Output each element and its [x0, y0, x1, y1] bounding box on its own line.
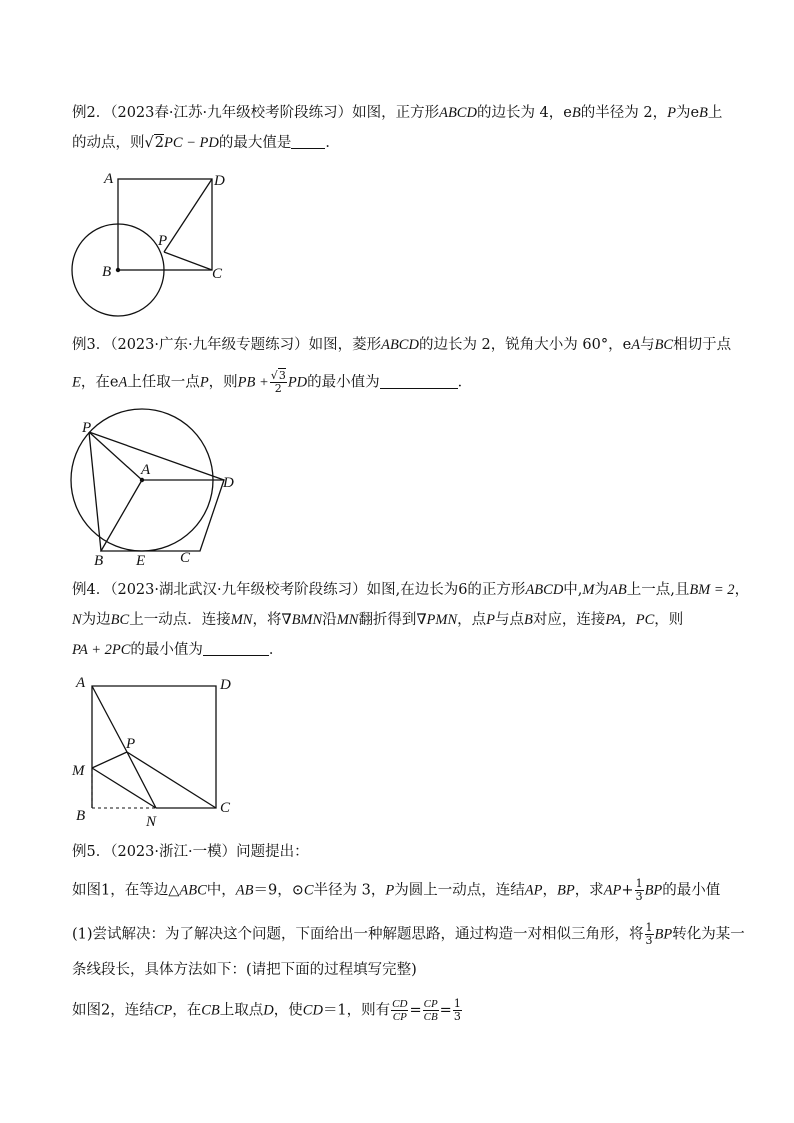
ex4-label-c: C: [220, 800, 231, 816]
ex3-text: ．: [457, 374, 473, 391]
ex2-text: 上: [707, 105, 723, 121]
ex3-label-a: A: [141, 462, 151, 478]
ex4-text: 上一动点．连接: [129, 612, 231, 628]
ex5-text: 为圆上一动点，连结: [394, 882, 525, 899]
ex5-segment-ap: AP: [603, 882, 622, 899]
answer-blank[interactable]: [291, 134, 325, 149]
ex3-segment-pa: [89, 432, 142, 480]
ex4-segment-pc: [127, 752, 216, 808]
ex4-segments: PA，PC: [605, 612, 655, 628]
ex5-point-p: P: [385, 882, 395, 899]
ex5-line4: 条线段长，具体方法如下：(请把下面的过程填写完整): [72, 962, 417, 978]
ex4-text: 与点: [495, 612, 525, 628]
ex2-text: 的最大值是: [218, 135, 292, 151]
fraction-denominator: 3: [453, 1010, 461, 1023]
ex3-rhombus: [101, 480, 224, 551]
ex4-text: ，则: [654, 612, 684, 628]
ex2-point-b: B: [699, 105, 708, 121]
ex2-segment-pc: [164, 252, 212, 270]
ex4-label-p: P: [126, 736, 136, 752]
ex4-point-b: B: [524, 612, 533, 628]
ex2-segment-pd: [164, 179, 212, 252]
ex2-text: ．: [325, 135, 340, 151]
ex4-segment-mn: [92, 768, 156, 808]
ex4-figure: [64, 670, 254, 830]
ex4-text: 沿: [322, 612, 337, 628]
ex2-text: 的半径为 2，: [580, 105, 668, 121]
ex5-text: 的最小值: [662, 882, 721, 899]
ex5-segment-cd: CD: [302, 1002, 323, 1019]
ex2-square-name: ABCD: [439, 105, 477, 121]
ex5-text: ，: [542, 882, 557, 899]
ex4-text: ，: [734, 582, 750, 598]
ex4-segment-mp: [92, 752, 127, 768]
fraction-denominator: 3: [635, 890, 643, 903]
ex5-segment-bp: BP: [644, 882, 663, 899]
ex3-label-c: C: [180, 550, 191, 566]
ex2-line2: [72, 133, 340, 153]
ex5-text: 转化为某一: [672, 926, 745, 943]
ex5-point-c: C: [303, 882, 314, 899]
ex4-label-a: A: [76, 675, 86, 691]
fraction-denominator: CP: [392, 1011, 407, 1023]
ex3-expression: PD: [287, 374, 308, 391]
fraction-denominator: CB: [423, 1011, 438, 1023]
ex2-label-d: D: [214, 173, 225, 189]
ex4-label-n: N: [146, 814, 157, 830]
ex4-square: [92, 686, 216, 808]
ex5-line3: [72, 922, 745, 947]
ex3-text: 的最小值为: [307, 374, 380, 391]
ex3-text: 与: [640, 337, 655, 353]
ex2-label-b: B: [102, 264, 112, 280]
ex4-point-n: N: [72, 612, 82, 628]
ex3-text: 例3．（2023·广东·九年级专题练习）如图，菱形: [72, 337, 382, 353]
ex4-triangle-pmn: ∇PMN: [416, 612, 458, 628]
ex4-text: 为边: [81, 612, 111, 628]
ex4-text: ，点: [457, 612, 487, 628]
ex4-triangle-bmn: ∇BMN: [281, 612, 323, 628]
ex3-expression: PB +: [237, 374, 269, 391]
ex4-text: 中,: [563, 582, 583, 598]
ex5-line2: [72, 878, 720, 903]
ex5-text: 中，: [206, 882, 236, 899]
ex5-text: ，使: [273, 1002, 303, 1019]
ex4-text: 对应，连接: [532, 612, 606, 628]
ex4-text: 例4．（2023·湖北武汉·九年级校考阶段练习）如图,在边长为6的正方形: [72, 582, 526, 598]
ex5-segment-cp: CP: [153, 1002, 173, 1019]
ex2-square: [118, 179, 212, 270]
ex5-text: ，求: [574, 882, 604, 899]
ex4-label-b: B: [76, 808, 86, 824]
ex5-text: 半径为 3，: [313, 882, 386, 899]
ex2-label-c: C: [212, 266, 223, 282]
ex3-rhombus-name: ABCD: [381, 337, 419, 353]
circle-symbol: e: [690, 105, 700, 121]
fraction-denominator: 3: [645, 934, 653, 947]
ex3-line1: [72, 335, 731, 355]
ex5-segment-ap: AP: [524, 882, 543, 899]
ex5-text: ，在: [172, 1002, 202, 1019]
ex3-text: ，则: [208, 374, 238, 391]
ex5-point-d: D: [263, 1002, 274, 1019]
fraction-numerator: 1: [453, 997, 461, 1010]
ex4-square-name: ABCD: [525, 582, 564, 598]
ex3-text: 的边长为 2，锐角大小为 60°，: [418, 337, 623, 353]
ex2-line1: [72, 103, 722, 123]
ex2-point-b: B: [571, 105, 581, 121]
ex4-text: 为: [594, 582, 609, 598]
ex2-text: 的动点，则: [72, 135, 145, 151]
ex4-text: 上一点,且: [626, 582, 690, 598]
fraction-numerator: √3: [270, 369, 286, 382]
ex3-label-d: D: [223, 475, 234, 491]
answer-blank[interactable]: [203, 641, 269, 656]
ex5-segment-ab: AB: [235, 882, 254, 899]
sqrt-radicand: 2: [154, 135, 164, 151]
ex4-line2: [72, 610, 683, 630]
ex5-ratio-1: [391, 998, 408, 1023]
ex4-segment-mn: MN: [336, 612, 359, 628]
ex5-ratio-2: [423, 998, 439, 1023]
ex4-segment-mn: MN: [230, 612, 253, 628]
ex4-segment-ab: AB: [609, 582, 627, 598]
ex3-point-a: A: [118, 374, 128, 391]
ex3-figure: [60, 410, 250, 570]
fraction-denominator: 2: [274, 382, 282, 395]
ex5-line1: 例5．（2023·浙江·一模）问题提出：: [72, 844, 309, 860]
ex3-line2: [72, 370, 472, 395]
fraction-numerator: 1: [635, 877, 643, 890]
answer-blank[interactable]: [380, 374, 458, 389]
ex4-text: ．: [268, 642, 284, 658]
ex4-point-p: P: [486, 612, 496, 628]
ex2-label-a: A: [104, 171, 114, 187]
ex4-label-d: D: [220, 677, 231, 693]
ex4-segment-bc: BC: [110, 612, 130, 628]
ex3-center-dot: [140, 478, 144, 482]
ex2-text: 为: [675, 105, 691, 121]
ex5-segment-cb: CB: [201, 1002, 220, 1019]
circle-symbol: e: [622, 337, 632, 353]
ex4-text: 翻折得到: [358, 612, 417, 628]
ex2-figure: [60, 165, 240, 325]
ex5-fraction: [645, 922, 654, 947]
ex3-label-e: E: [136, 553, 146, 569]
fraction-numerator: CP: [423, 998, 438, 1010]
ex4-text: 的最小值为: [130, 642, 203, 658]
ex2-label-p: P: [158, 233, 168, 249]
sqrt-radicand: 3: [278, 369, 286, 382]
ex5-fraction: [635, 878, 644, 903]
ex4-expression: PA + 2PC: [72, 642, 131, 658]
circle-symbol: e: [563, 105, 572, 121]
ex5-triangle: △ABC: [168, 882, 207, 899]
ex5-segment-bp: BP: [654, 926, 673, 943]
ex3-point-e: E: [72, 374, 81, 391]
ex4-point-m: M: [582, 582, 595, 598]
ex3-segment-pd: [89, 432, 224, 480]
ex5-line5: [72, 998, 463, 1023]
ex3-text: 上任取一点: [127, 374, 200, 391]
ex3-label-b: B: [94, 553, 104, 569]
ex4-line3: [72, 640, 283, 660]
ex3-point-p: P: [199, 374, 209, 391]
ex3-text: 相切于点: [673, 337, 732, 353]
ex2-expression: PC − PD: [163, 135, 219, 151]
ex2-point-p: P: [667, 105, 676, 121]
ex5-text: 如图1，在等边: [72, 882, 169, 899]
ex4-text: ，将: [252, 612, 282, 628]
ex5-text: (1)尝试解决：为了解决这个问题，下面给出一种解题思路，通过构造一对相似三角形，将: [72, 926, 644, 943]
ex4-line1: [72, 580, 749, 600]
ex3-point-a: A: [631, 337, 641, 353]
ex5-ratio-3: [453, 998, 462, 1023]
ex5-text: 如图2，连结: [72, 1002, 154, 1019]
ex2-text: 的边长为 4，: [476, 105, 564, 121]
ex2-center-dot: [116, 268, 120, 272]
equals-sign: =: [409, 1002, 422, 1019]
circle-symbol: e: [109, 374, 119, 391]
ex4-segment-pa: [92, 686, 127, 752]
sqrt-sign: √: [144, 135, 154, 151]
ex4-condition: BM = 2: [689, 582, 735, 598]
ex3-label-p: P: [82, 420, 92, 436]
ex2-text: 例2．（2023春·江苏·九年级校考阶段练习）如图，正方形: [72, 105, 440, 121]
fraction-numerator: CD: [392, 998, 408, 1010]
ex5-text: +: [621, 882, 634, 899]
ex5-text: 上取点: [219, 1002, 264, 1019]
fraction-numerator: 1: [645, 921, 653, 934]
ex5-text: ＝9，⊙: [253, 882, 304, 899]
ex3-segment-bc: BC: [654, 337, 674, 353]
ex3-text: ，在: [80, 374, 110, 391]
ex5-segment-bp: BP: [556, 882, 575, 899]
equals-sign: =: [439, 1002, 452, 1019]
ex5-text: ＝1，则有: [322, 1002, 391, 1019]
ex3-fraction: [270, 370, 287, 395]
ex4-label-m: M: [72, 763, 85, 779]
